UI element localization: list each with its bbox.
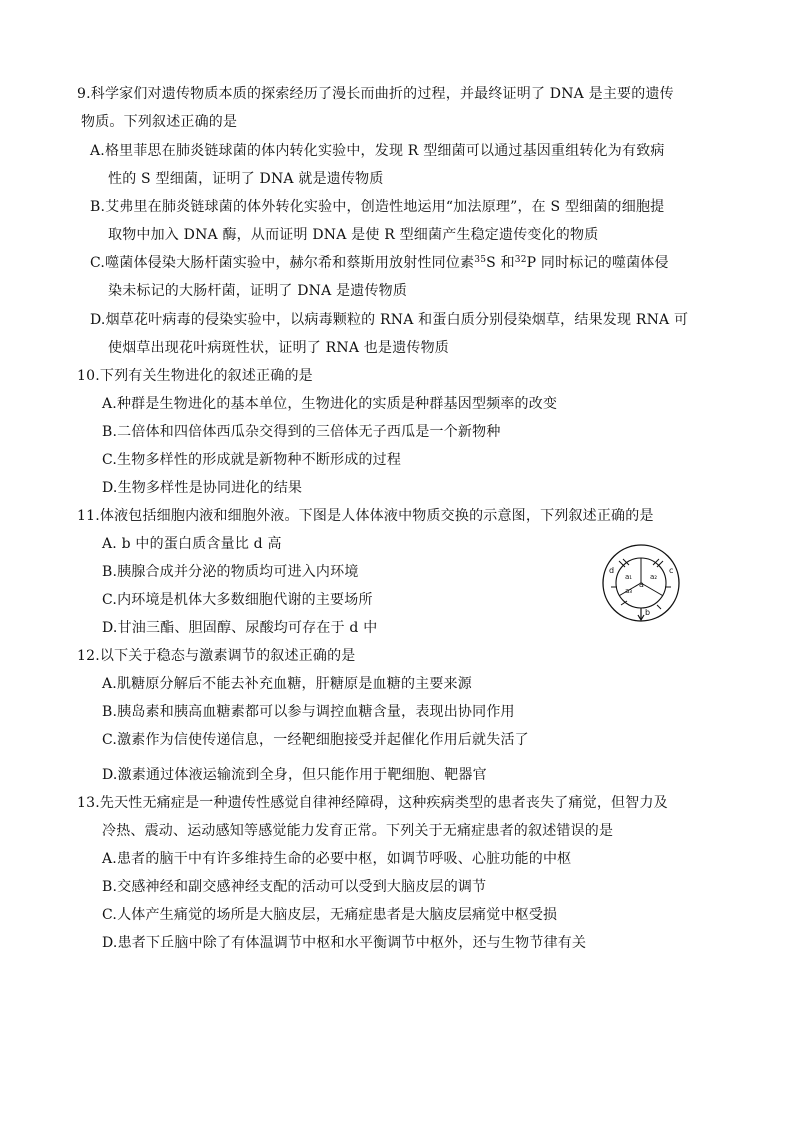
q12-option-c: C.激素作为信使传递信息，一经靶细胞接受并起催化作用后就失活了	[102, 732, 529, 748]
q11-option-b: B.胰腺合成并分泌的物质均可进入内环境	[102, 564, 359, 580]
q11-stem: 11.体液包括细胞内液和细胞外液。下图是人体体液中物质交换的示意图，下列叙述正确的是	[77, 508, 654, 524]
q13-stem-line1: 13.先天性无痛症是一种遗传性感觉自律神经障碍，这种疾病类型的患者丧失了痛觉，但智力及	[77, 795, 668, 811]
label-a1: a₁	[625, 573, 633, 581]
q9-option-b-line1: B.艾弗里在肺炎链球菌的体外转化实验中，创造性地运用“加法原理”，在 S 型细菌的细胞提	[90, 199, 665, 215]
q9-option-a-line2: 性的 S 型细菌，证明了 DNA 就是遗传物质	[108, 171, 384, 187]
q9-option-c-sup1: 35	[474, 255, 487, 265]
q13-option-b: B.交感神经和副交感神经支配的活动可以受到大脑皮层的调节	[102, 879, 487, 895]
q12-stem: 12.以下关于稳态与激素调节的叙述正确的是	[77, 648, 356, 664]
q13-option-a: A.患者的脑干中有许多维持生命的必要中枢，如调节呼吸、心脏功能的中枢	[102, 851, 572, 867]
q12-option-a: A.肌糖原分解后不能去补充血糖，肝糖原是血糖的主要来源	[102, 676, 472, 692]
q9-option-d-line2: 使烟草出现花叶病斑性状，证明了 RNA 也是遗传物质	[108, 340, 450, 356]
q9-option-c-text-a: C.噬菌体侵染大肠杆菌实验中，赫尔希和蔡斯用放射性同位素	[90, 255, 475, 271]
q9-option-c-line2: 染未标记的大肠杆菌，证明了 DNA 是遗传物质	[108, 283, 408, 299]
q12-option-d: D.激素通过体液运输流到全身，但只能作用于靶细胞、靶器官	[102, 767, 487, 783]
q13-option-d: D.患者下丘脑中除了有体温调节中枢和水平衡调节中枢外，还与生物节律有关	[102, 935, 587, 951]
q9-option-a-line1: A.格里菲思在肺炎链球菌的体内转化实验中，发现 R 型细菌可以通过基因重组转化为有致病	[90, 143, 665, 159]
q9-option-c-text-b: S 和	[486, 255, 515, 271]
q10-option-b: B.二倍体和四倍体西瓜杂交得到的三倍体无子西瓜是一个新物种	[102, 424, 501, 440]
label-a3: a₃	[625, 587, 633, 595]
q13-stem-line2: 冷热、震动、运动感知等感觉能力发育正常。下列关于无痛症患者的叙述错误的是	[102, 823, 614, 839]
q11-option-a: A. b 中的蛋白质含量比 d 高	[102, 536, 282, 552]
q10-option-d: D.生物多样性是协同进化的结果	[102, 480, 303, 496]
q11-option-d: D.甘油三酯、胆固醇、尿酸均可存在于 d 中	[102, 620, 378, 636]
q13-option-c: C.人体产生痛觉的场所是大脑皮层，无痛症患者是大脑皮层痛觉中枢受损	[102, 907, 558, 923]
q9-stem-line2: 物质。下列叙述正确的是	[81, 114, 238, 130]
q10-option-a: A.种群是生物进化的基本单位，生物进化的实质是种群基因型频率的改变	[102, 396, 558, 412]
q9-option-c-sup2: 32	[514, 255, 527, 265]
label-a: a	[639, 580, 644, 589]
q11-option-c: C.内环境是机体大多数细胞代谢的主要场所	[102, 592, 373, 608]
q12-option-b: B.胰岛素和胰高血糖素都可以参与调控血糖含量，表现出协同作用	[102, 704, 515, 720]
label-d: d	[609, 566, 615, 575]
divider-right	[641, 583, 663, 596]
arrow-bottomright	[657, 605, 661, 609]
q9-option-c-line1	[90, 253, 669, 273]
q9-option-c-text-c: P 同时标记的噬菌体侵	[526, 255, 669, 271]
label-a2: a₂	[650, 573, 658, 581]
q10-stem: 10.下列有关生物进化的叙述正确的是	[77, 368, 313, 384]
q9-option-d-line1: D.烟草花叶病毒的侵染实验中，以病毒颗粒的 RNA 和蛋白质分别侵染烟草，结果发现 RNA 可	[90, 312, 689, 328]
q10-option-c: C.生物多样性的形成就是新物种不断形成的过程	[102, 452, 402, 468]
label-c: c	[669, 566, 674, 575]
q9-option-b-line2: 取物中加入 DNA 酶，从而证明 DNA 是使 R 型细菌产生稳定遗传变化的物质	[108, 227, 599, 243]
body-fluid-exchange-diagram	[601, 543, 681, 623]
label-b: b	[645, 608, 651, 617]
q9-stem-line1: 9.科学家们对遗传物质本质的探索经历了漫长而曲折的过程，并最终证明了 DNA 是主要的遗传	[77, 86, 674, 102]
